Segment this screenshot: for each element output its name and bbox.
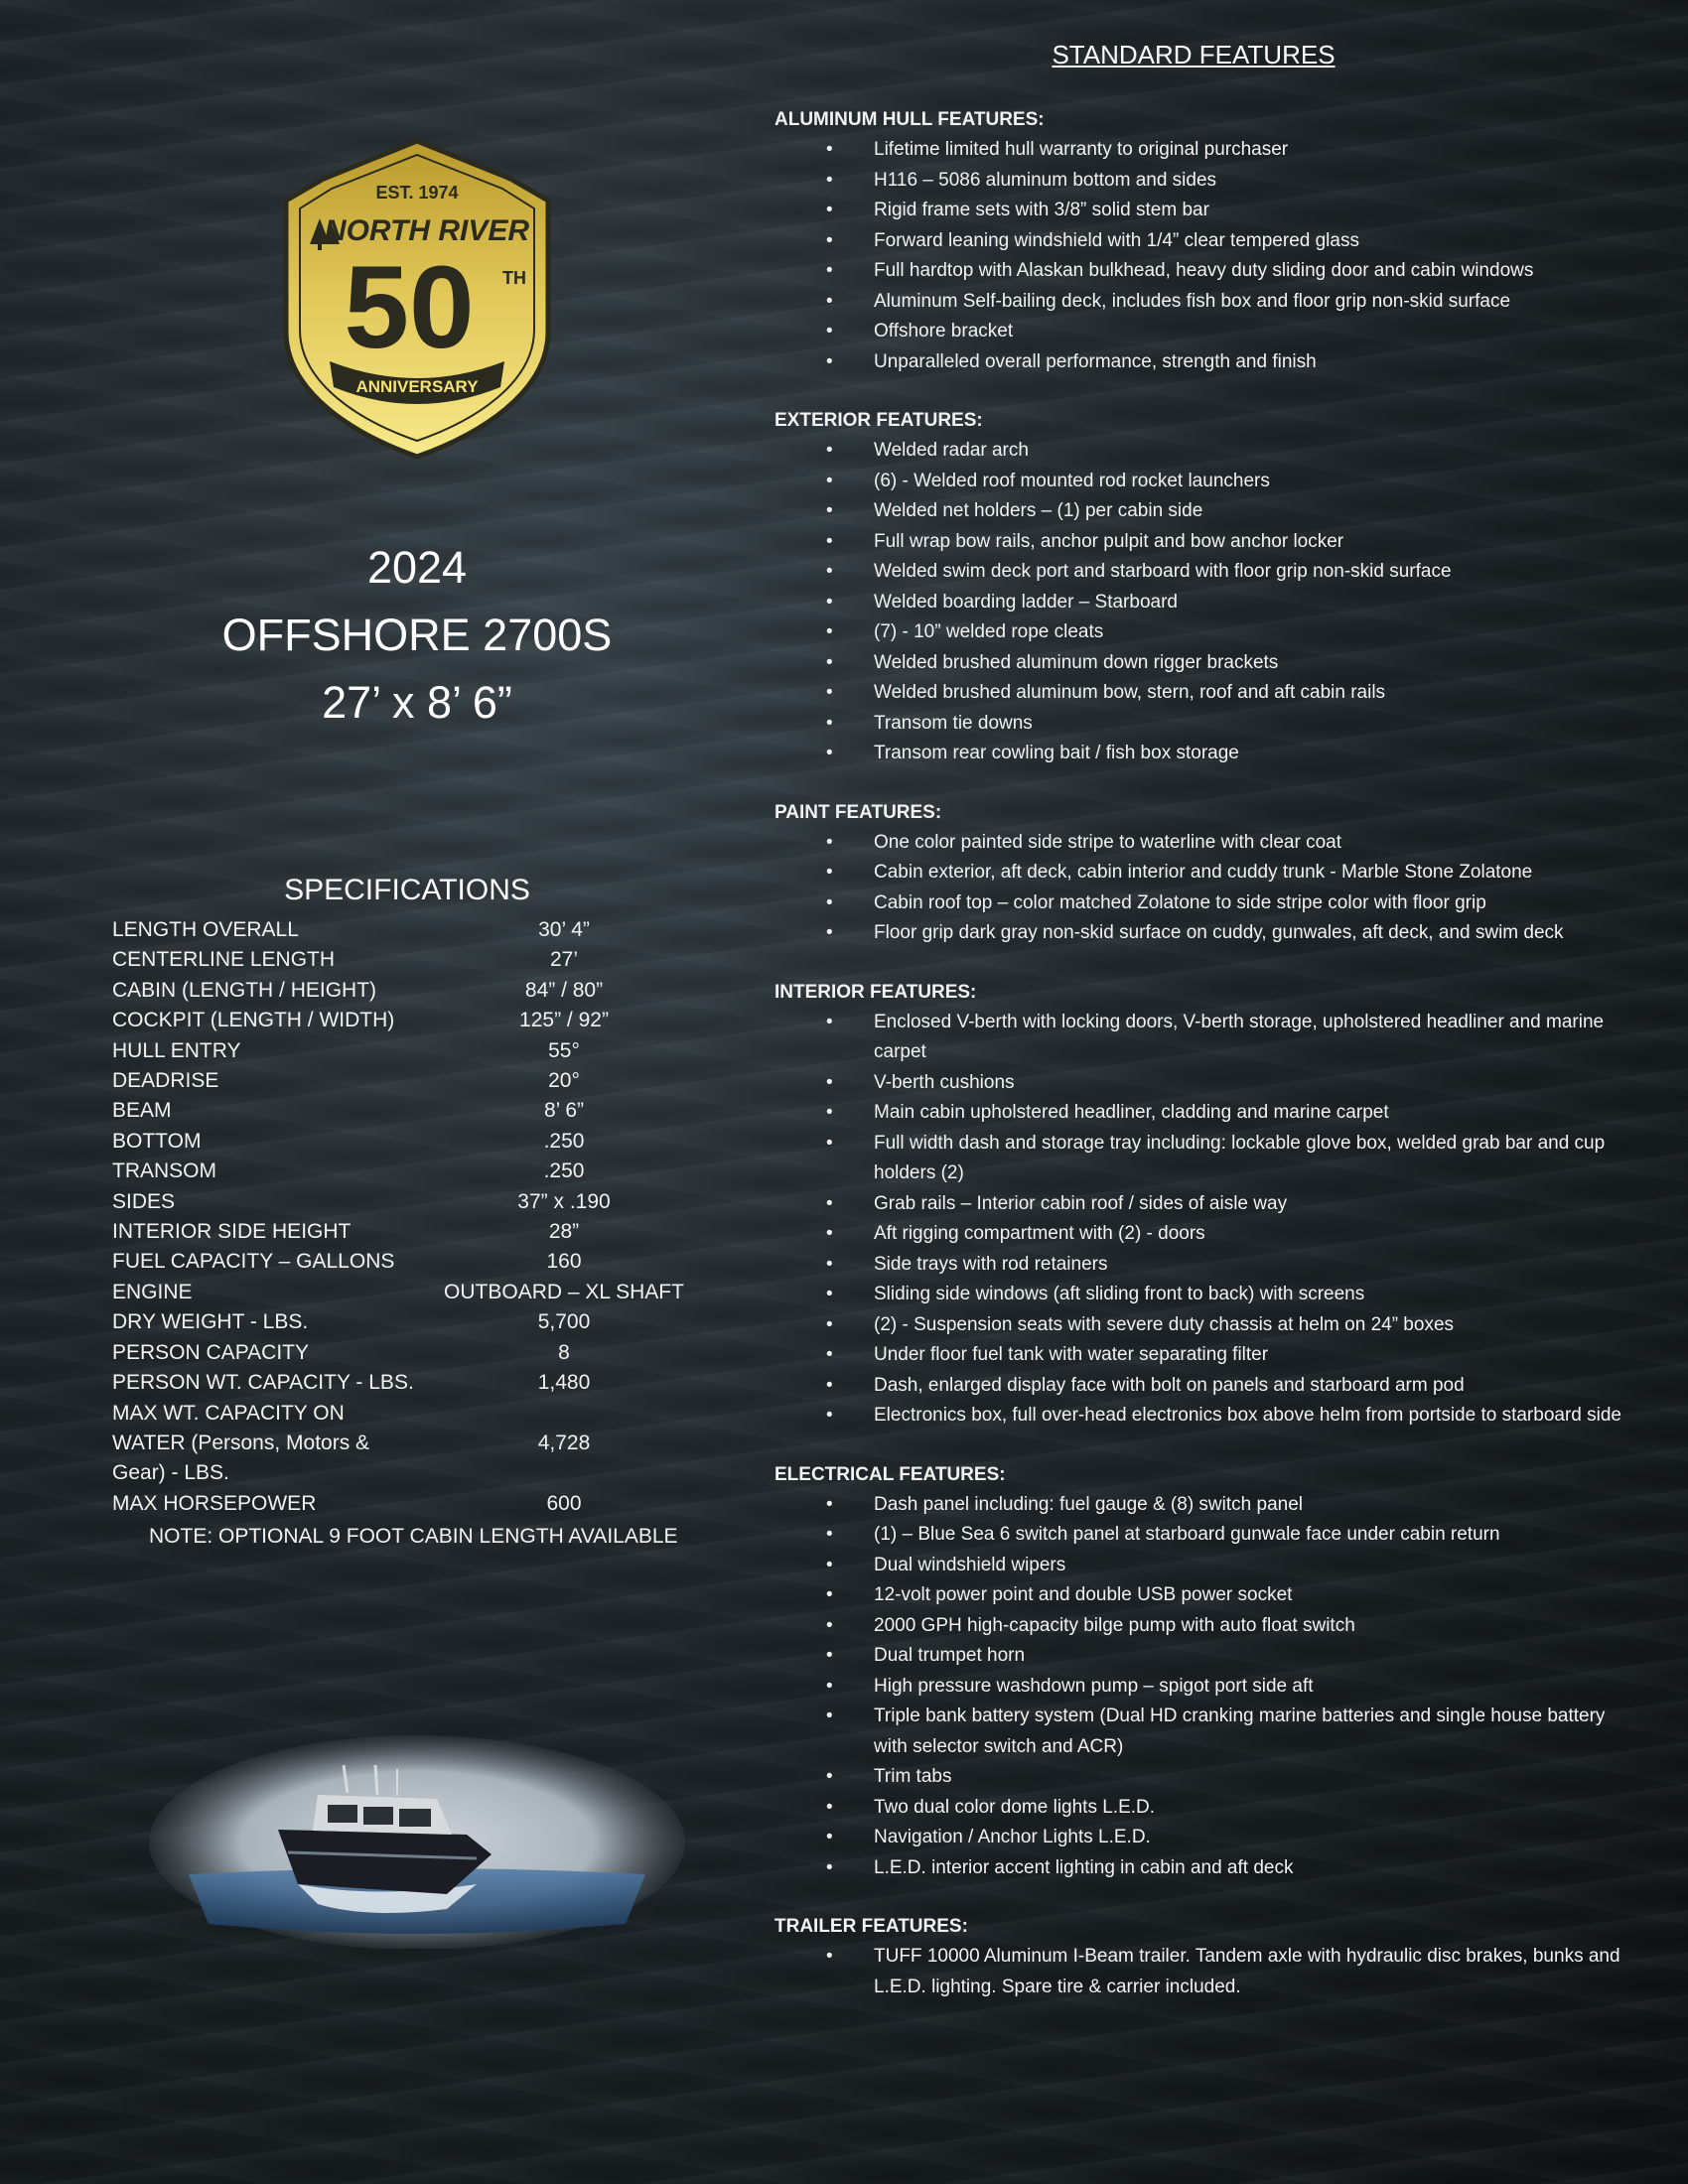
spec-row bbox=[112, 976, 708, 1006]
spec-value: OUTBOARD – XL SHAFT bbox=[444, 1280, 684, 1303]
feature-item: • Welded net holders – (1) per cabin side bbox=[774, 496, 1628, 527]
spec-label: MAX HORSEPOWER bbox=[112, 1491, 317, 1515]
standard-features-title: STANDARD FEATURES bbox=[1052, 40, 1336, 69]
spec-row bbox=[112, 1006, 708, 1035]
spec-label: INTERIOR SIDE HEIGHT bbox=[112, 1220, 352, 1244]
feature-section bbox=[774, 406, 1628, 769]
spec-row bbox=[112, 1368, 708, 1398]
spec-value: 37” x .190 bbox=[517, 1189, 611, 1213]
feature-item: • Two dual color dome lights L.E.D. bbox=[774, 1793, 1628, 1824]
feature-item: • V-berth cushions bbox=[774, 1068, 1628, 1099]
spec-value: 27’ bbox=[549, 948, 579, 972]
feature-section-heading: PAINT FEATURES: bbox=[774, 801, 942, 823]
feature-item: • (6) - Welded roof mounted rod rocket launchers bbox=[774, 467, 1628, 497]
feature-list bbox=[774, 1008, 1628, 1432]
spec-label: MAX WT. CAPACITY ON WATER (Persons, Motors & Gear) - LBS. bbox=[112, 1401, 370, 1485]
feature-item: • Welded brushed aluminum down rigger brackets bbox=[774, 648, 1628, 679]
feature-section bbox=[774, 798, 1628, 949]
spec-value: 8 bbox=[558, 1340, 570, 1364]
spec-row bbox=[112, 1187, 708, 1217]
spec-row bbox=[112, 1036, 708, 1066]
feature-item: • Sliding side windows (aft sliding front to back) with screens bbox=[774, 1280, 1628, 1310]
feature-item: • Aft rigging compartment with (2) - doors bbox=[774, 1219, 1628, 1250]
spec-value: .250 bbox=[543, 1129, 585, 1153]
spec-value: 8’ 6” bbox=[543, 1099, 585, 1123]
spec-row bbox=[112, 1307, 708, 1337]
feature-section-heading: INTERIOR FEATURES: bbox=[774, 981, 977, 1003]
spec-label: BOTTOM bbox=[112, 1129, 202, 1153]
feature-item: • (2) - Suspension seats with severe duty chassis at helm on 24” boxes bbox=[774, 1310, 1628, 1341]
model-year: 2024 bbox=[366, 542, 468, 593]
feature-item: • Cabin roof top – color matched Zolatone to side stripe color with floor grip bbox=[774, 888, 1628, 919]
spec-value: .250 bbox=[543, 1160, 585, 1183]
feature-item: • 12-volt power point and double USB power socket bbox=[774, 1580, 1628, 1611]
feature-item: • Side trays with rod retainers bbox=[774, 1250, 1628, 1281]
feature-item: • (1) – Blue Sea 6 switch panel at starboard gunwale face under cabin return bbox=[774, 1520, 1628, 1551]
feature-item: • Unparalleled overall performance, strength and finish bbox=[774, 347, 1628, 378]
feature-section-heading: ALUMINUM HULL FEATURES: bbox=[774, 109, 1045, 130]
spec-row bbox=[112, 1217, 708, 1247]
feature-item: • Full hardtop with Alaskan bulkhead, heavy duty sliding door and cabin windows bbox=[774, 256, 1628, 287]
spec-value: 20° bbox=[548, 1069, 580, 1093]
feature-item: • Trim tabs bbox=[774, 1762, 1628, 1793]
anniversary-badge bbox=[280, 137, 554, 461]
feature-section-heading: ELECTRICAL FEATURES: bbox=[774, 1463, 1006, 1485]
logo-anniversary: ANNIVERSARY bbox=[355, 377, 479, 396]
spec-label: BEAM bbox=[112, 1099, 172, 1123]
feature-item: • Dash, enlarged display face with bolt on panels and starboard arm pod bbox=[774, 1371, 1628, 1402]
logo-brand: NORTH RIVER bbox=[324, 214, 530, 247]
specifications-table bbox=[112, 915, 708, 1519]
feature-item: • Dual windshield wipers bbox=[774, 1551, 1628, 1581]
spec-row bbox=[112, 1278, 708, 1307]
feature-item: • Main cabin upholstered headliner, cladding and marine carpet bbox=[774, 1098, 1628, 1129]
boat-photo bbox=[149, 1735, 685, 1949]
spec-row bbox=[112, 1096, 708, 1126]
spec-row bbox=[112, 1127, 708, 1157]
feature-item: • Rigid frame sets with 3/8” solid stem bar bbox=[774, 196, 1628, 226]
feature-item: • Forward leaning windshield with 1/4” clear tempered glass bbox=[774, 226, 1628, 257]
logo-established: EST. 1974 bbox=[375, 183, 459, 203]
feature-item: • Under floor fuel tank with water separating filter bbox=[774, 1340, 1628, 1371]
spec-row bbox=[112, 915, 708, 945]
spec-label: ENGINE bbox=[112, 1280, 193, 1303]
spec-row bbox=[112, 1338, 708, 1368]
feature-item: • Cabin exterior, aft deck, cabin interior and cuddy trunk - Marble Stone Zolatone bbox=[774, 858, 1628, 888]
feature-item: • Dual trumpet horn bbox=[774, 1641, 1628, 1672]
spec-label: DRY WEIGHT - LBS. bbox=[112, 1310, 309, 1334]
feature-item: • Welded swim deck port and starboard with floor grip non-skid surface bbox=[774, 557, 1628, 588]
feature-section bbox=[774, 978, 1628, 1432]
model-size: 27’ x 8’ 6” bbox=[322, 677, 512, 728]
model-name: OFFSHORE 2700S bbox=[221, 610, 613, 660]
specifications-note: NOTE: OPTIONAL 9 FOOT CABIN LENGTH AVAILABLE bbox=[149, 1525, 678, 1548]
spec-value: 1,480 bbox=[537, 1371, 591, 1395]
feature-section bbox=[774, 1460, 1628, 1884]
feature-list bbox=[774, 828, 1628, 949]
feature-item: • Electronics box, full over-head electronics box above helm from portside to starboard side bbox=[774, 1401, 1628, 1432]
spec-row bbox=[112, 1066, 708, 1096]
spec-row bbox=[112, 1247, 708, 1277]
feature-item: • Navigation / Anchor Lights L.E.D. bbox=[774, 1823, 1628, 1853]
feature-item: • One color painted side stripe to waterline with clear coat bbox=[774, 828, 1628, 859]
feature-item: • Welded brushed aluminum bow, stern, roof and aft cabin rails bbox=[774, 678, 1628, 709]
spec-value: 28” bbox=[548, 1220, 580, 1244]
spec-value: 125” / 92” bbox=[519, 1009, 609, 1032]
spec-label: PERSON CAPACITY bbox=[112, 1340, 309, 1364]
boat-image bbox=[149, 1735, 685, 1949]
logo-suffix: TH bbox=[502, 268, 526, 288]
feature-item: • TUFF 10000 Aluminum I-Beam trailer. Tandem axle with hydraulic disc brakes, bunks and L.E.D. lighting. Spare tire & carrier included. bbox=[774, 1942, 1628, 2002]
spec-value: 600 bbox=[546, 1491, 582, 1515]
feature-list bbox=[774, 436, 1628, 769]
spec-row bbox=[112, 945, 708, 975]
feature-item: • Grab rails – Interior cabin roof / sides of aisle way bbox=[774, 1189, 1628, 1220]
feature-item: • Aluminum Self-bailing deck, includes fish box and floor grip non-skid surface bbox=[774, 287, 1628, 318]
feature-item: • Full width dash and storage tray including: lockable glove box, welded grab bar and cup holders (2) bbox=[774, 1129, 1628, 1189]
spec-value: 4,728 bbox=[537, 1431, 591, 1454]
feature-item: • Floor grip dark gray non-skid surface on cuddy, gunwales, aft deck, and swim deck bbox=[774, 918, 1628, 949]
spec-row bbox=[112, 1399, 708, 1489]
feature-item: • Triple bank battery system (Dual HD cranking marine batteries and single house battery with selector switch and ACR) bbox=[774, 1702, 1628, 1762]
feature-section bbox=[774, 1912, 1628, 2002]
spec-label: FUEL CAPACITY – GALLONS bbox=[112, 1250, 395, 1274]
spec-value: 55° bbox=[548, 1038, 580, 1062]
spec-row bbox=[112, 1489, 708, 1519]
feature-list bbox=[774, 135, 1628, 377]
feature-item: • L.E.D. interior accent lighting in cabin and aft deck bbox=[774, 1853, 1628, 1884]
feature-item: • Transom tie downs bbox=[774, 709, 1628, 740]
feature-item: • 2000 GPH high-capacity bilge pump with auto float switch bbox=[774, 1611, 1628, 1642]
feature-section-heading: EXTERIOR FEATURES: bbox=[774, 410, 983, 431]
spec-label: DEADRISE bbox=[112, 1069, 219, 1093]
feature-item: • Transom rear cowling bait / fish box storage bbox=[774, 739, 1628, 769]
model-heading bbox=[119, 534, 715, 737]
feature-item: • Dash panel including: fuel gauge & (8) switch panel bbox=[774, 1490, 1628, 1521]
feature-item: • Welded radar arch bbox=[774, 436, 1628, 467]
feature-section bbox=[774, 105, 1628, 377]
feature-item: • Full wrap bow rails, anchor pulpit and bow anchor locker bbox=[774, 527, 1628, 558]
specifications-title: SPECIFICATIONS bbox=[284, 874, 530, 906]
feature-list bbox=[774, 1490, 1628, 1884]
feature-item: • (7) - 10” welded rope cleats bbox=[774, 617, 1628, 648]
standard-features-list bbox=[774, 105, 1628, 2031]
spec-label: TRANSOM bbox=[112, 1160, 216, 1183]
feature-item: • High pressure washdown pump – spigot port side aft bbox=[774, 1672, 1628, 1703]
north-river-50th-logo bbox=[280, 137, 554, 461]
spec-label: CENTERLINE LENGTH bbox=[112, 948, 336, 972]
feature-item: • Enclosed V-berth with locking doors, V-berth storage, upholstered headliner and marine carpet bbox=[774, 1008, 1628, 1068]
logo-number: 50 bbox=[344, 242, 475, 373]
feature-item: • H116 – 5086 aluminum bottom and sides bbox=[774, 166, 1628, 197]
feature-section-heading: TRAILER FEATURES: bbox=[774, 1916, 968, 1937]
spec-label: SIDES bbox=[112, 1189, 176, 1213]
spec-row bbox=[112, 1157, 708, 1186]
spec-label: PERSON WT. CAPACITY - LBS. bbox=[112, 1371, 414, 1395]
feature-list bbox=[774, 1942, 1628, 2002]
feature-item: • Offshore bracket bbox=[774, 317, 1628, 347]
spec-value: 5,700 bbox=[537, 1310, 591, 1334]
spec-label: CABIN (LENGTH / HEIGHT) bbox=[112, 978, 377, 1002]
spec-label: LENGTH OVERALL bbox=[112, 918, 299, 941]
feature-item: • Welded boarding ladder – Starboard bbox=[774, 588, 1628, 618]
spec-value: 160 bbox=[546, 1250, 582, 1274]
spec-value: 84” / 80” bbox=[524, 978, 604, 1002]
spec-label: HULL ENTRY bbox=[112, 1038, 241, 1062]
spec-value: 30’ 4” bbox=[538, 918, 590, 941]
feature-item: • Lifetime limited hull warranty to original purchaser bbox=[774, 135, 1628, 166]
spec-label: COCKPIT (LENGTH / WIDTH) bbox=[112, 1009, 395, 1032]
